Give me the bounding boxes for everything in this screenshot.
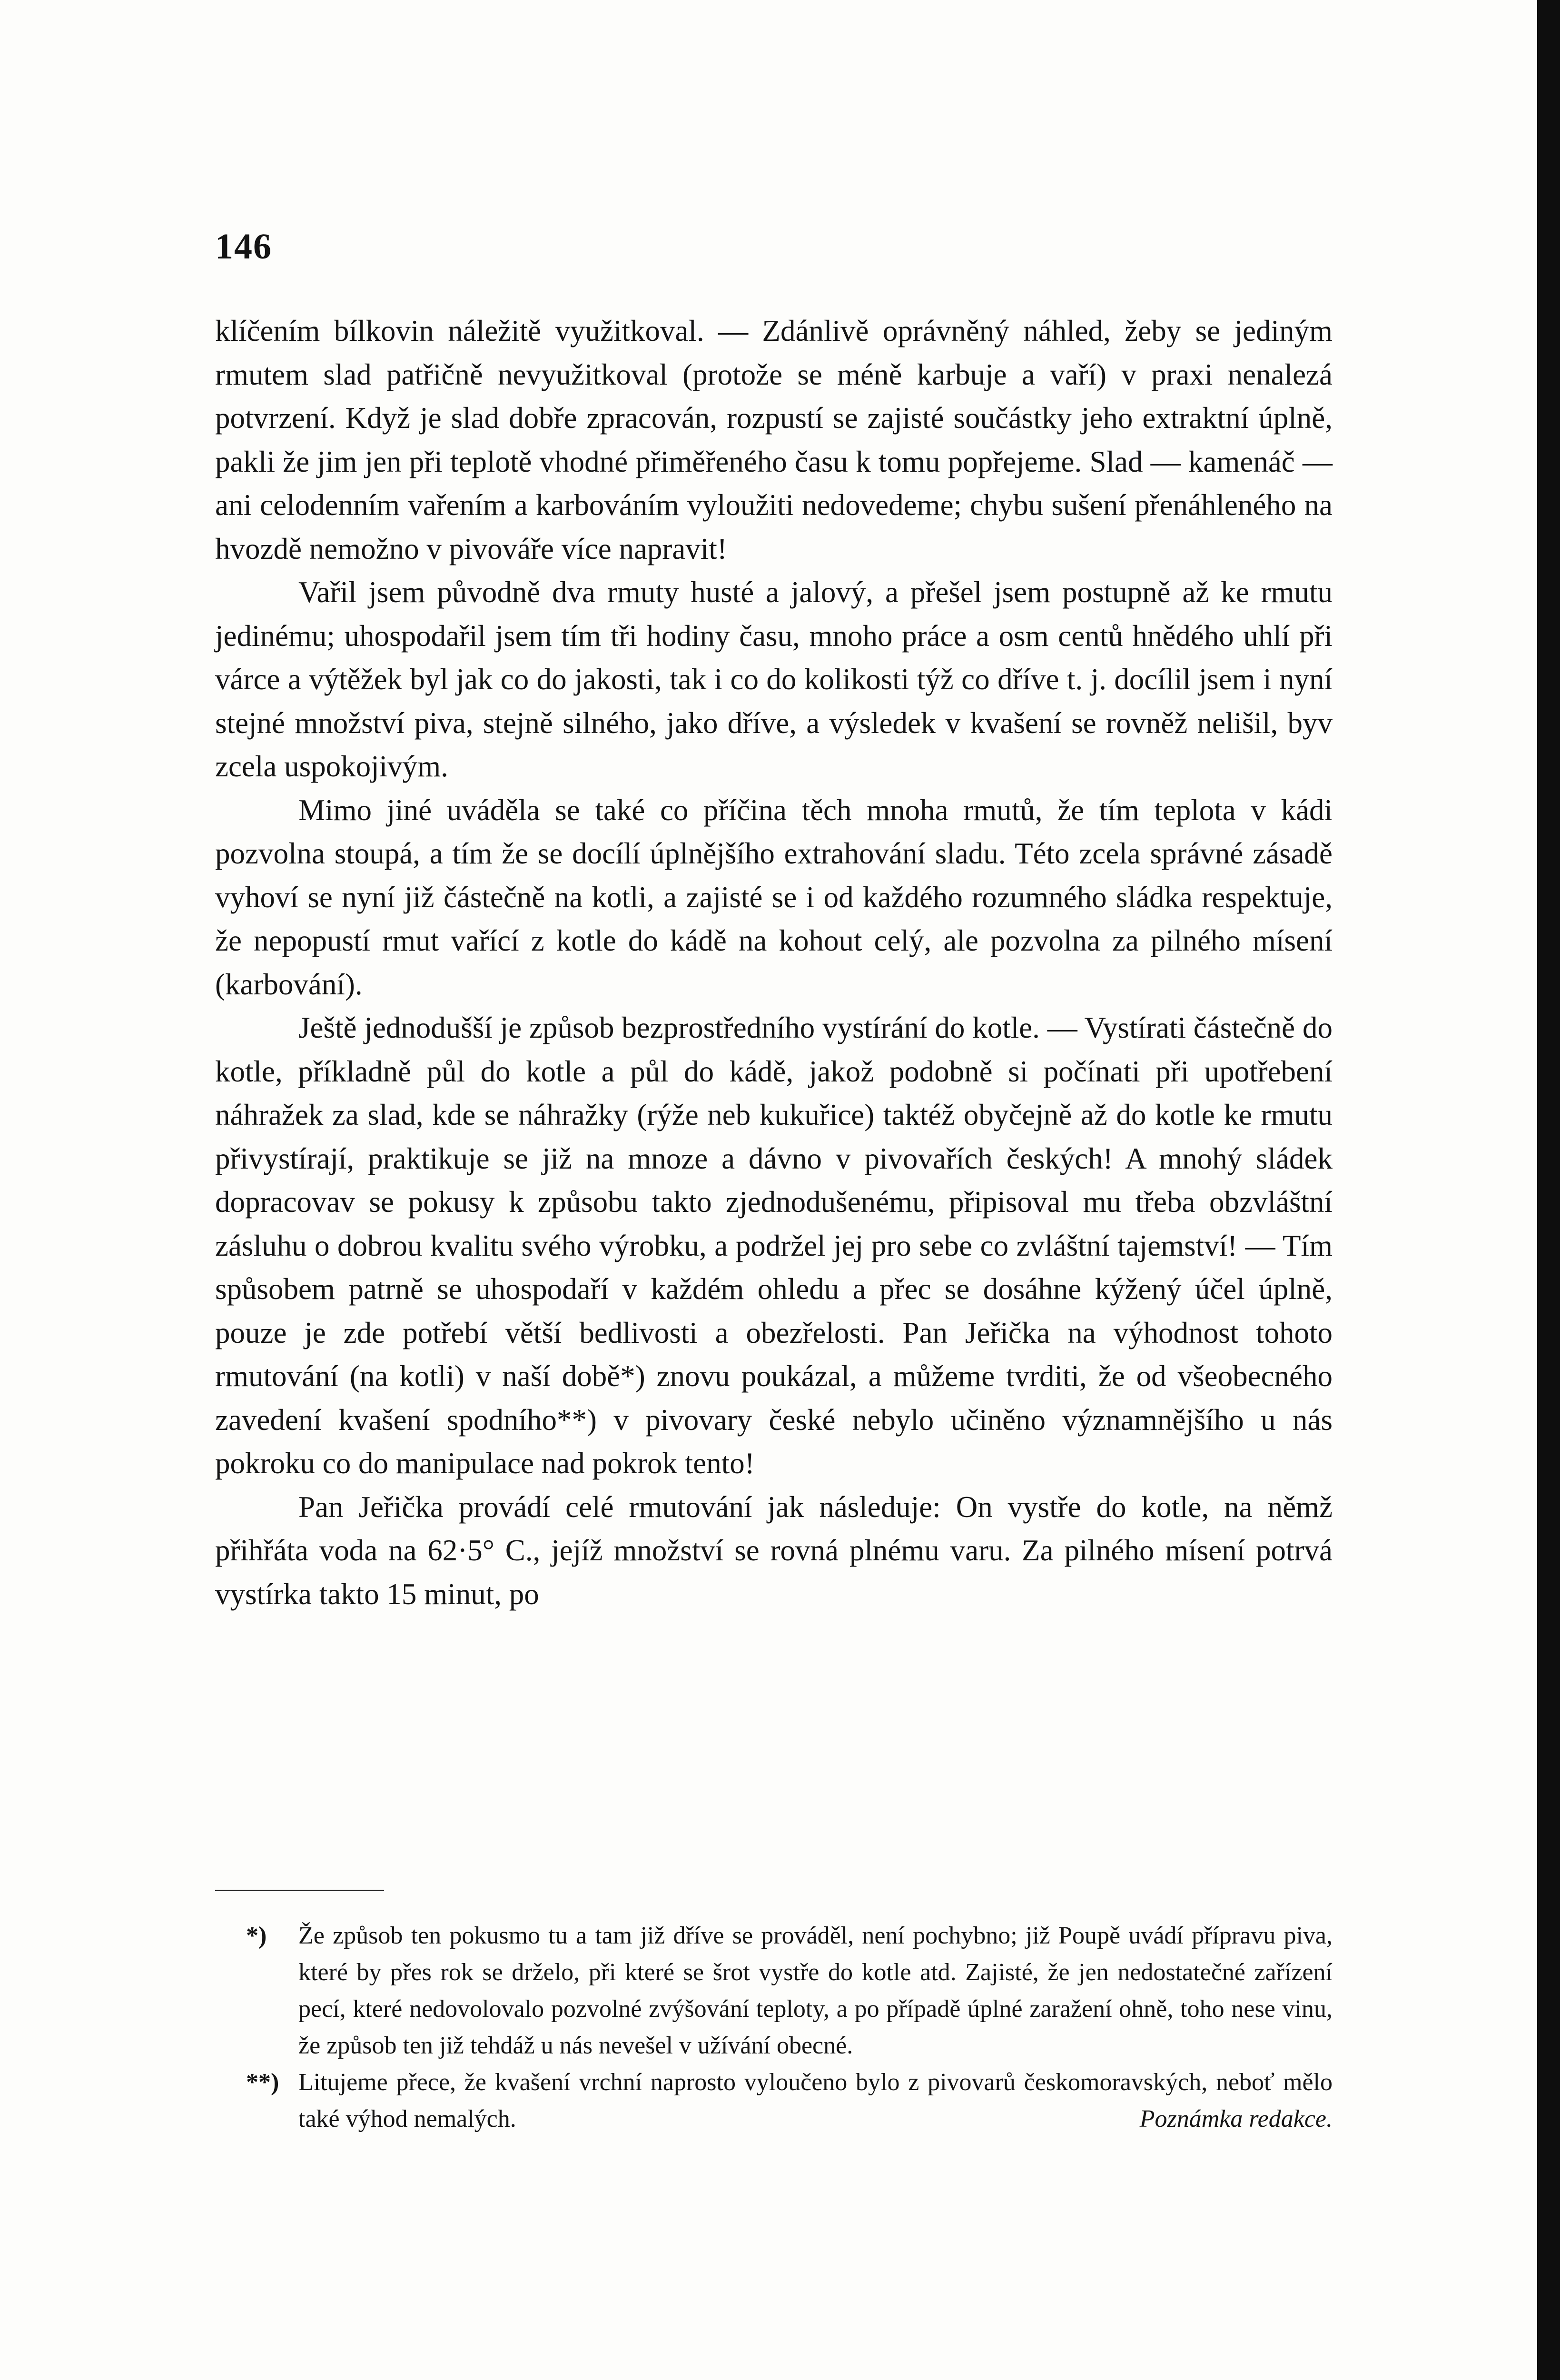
paragraph-1: klíčením bílkovin náležitě využitkoval. — Zdánlivě oprávněný náhled, žeby se jediným rmutem slad patřičně nevyužitkoval (protože se méně karbuje a vaří) v praxi nenalezá potvrzení. Když je slad dobře zpracován, rozpustí se zajisté součástky jeho extraktní úplně, pakli že jim jen při teplotě vhodné přiměřeného času k tomu popřejeme. Slad — kamenáč — ani celodenním vařením a karbováním vyloužiti nedovedeme; chybu sušení přenáhleného na hvozdě nemožno v pivováře více napravit! (215, 314, 1333, 565)
footnotes (215, 1917, 1333, 2137)
paragraph-5: Pan Jeřička provádí celé rmutování jak následuje: On vystře do kotle, na němž přihřáta voda na 62·5° C., jejíž množství se rovná plnému varu. Za pilného mísení potrvá vystírka takto 15 minut, po (215, 1490, 1333, 1611)
footnote-2-text: Litujeme přece, že kvašení vrchní naprosto vyloučeno bylo z pivovarů českomoravských, neboť mělo také výhod nemalých. (298, 2069, 1333, 2132)
paragraph-4: Ještě jednodušší je způsob bezprostředního vystírání do kotle. — Vystírati částečně do kotle, příkladně půl do kotle a půl do kádě, jakož podobně si počínati při upotřebení náhražek za slad, kde se náhražky (rýže neb kukuřice) taktéž obyčejně až do kotle ke rmutu přivystírají, praktikuje se již na mnoze a dávno v pivovařích českých! A mnohý sládek dopracovav se pokusy k způsobu takto zjednodušenému, připisoval mu třeba obzvláštní zásluhu o dobrou kvalitu svého výrobku, a podržel jej pro sebe co zvláštní tajemství! — Tím spůsobem patrně se uhospodaří v každém ohledu a přec se dosáhne kýžený účel úplně, pouze je zde potřebí větší bedlivosti a obezřelosti. Pan Jeřička na výhodnost tohoto rmutování (na kotli) v naší době*) znovu poukázal, a můžeme tvrditi, že od všeobecného zavedení kvašení spodního**) v pivovary české nebylo učiněno významnějšího u nás pokroku co do manipulace nad pokrok tento! (215, 1011, 1333, 1480)
paragraph-2: Vařil jsem původně dva rmuty husté a jalový, a přešel jsem postupně až ke rmutu jedinému; uhospodařil jsem tím tři hodiny času, mnoho práce a osm centů hnědého uhlí při várce a výtěžek byl jak co do jakosti, tak i co do kolikosti týž co dříve t. j. docílil jsem i nyní stejné množství piva, stejně silného, jako dříve, a výsledek v kvašení se rovněž nelišil, byv zcela uspokojivým. (215, 575, 1333, 783)
footnote-2-mark: **) (246, 2069, 279, 2096)
main-text (215, 309, 1333, 1616)
footnote-1-mark: *) (246, 1922, 267, 1949)
footnote-2 (215, 2064, 1333, 2137)
footnote-divider (215, 1890, 384, 1891)
page-number: 146 (215, 227, 272, 267)
footnote-1-text: Že způsob ten pokusmo tu a tam již dříve se prováděl, není pochybno; již Poupě uvádí přípravu piva, které by přes rok se drželo, při které se šrot vystře do kotle atd. Zajisté, že jen nedostatečné zařízení pecí, které nedovolovalo pozvolné zvýšování teploty, a po případě úplné zaražení ohně, toho nese vinu, že způsob ten již tehdáž u nás nevešel v užívání obecné. (298, 1922, 1333, 2059)
editor-signature: Poznámka redakce. (1139, 2105, 1333, 2132)
paragraph-3: Mimo jiné uváděla se také co příčina těch mnoha rmutů, že tím teplota v kádi pozvolna stoupá, a tím že se docílí úplnějšího extrahování sladu. Této zcela správné zásadě vyhoví se nyní již částečně na kotli, a zajisté se i od každého rozumného sládka respektuje, že nepopustí rmut vařící z kotle do kádě na kohout celý, ale pozvolna za pilného mísení (karbování). (215, 793, 1333, 1001)
scan-edge (1537, 0, 1560, 2380)
footnote-1 (215, 1917, 1333, 2064)
